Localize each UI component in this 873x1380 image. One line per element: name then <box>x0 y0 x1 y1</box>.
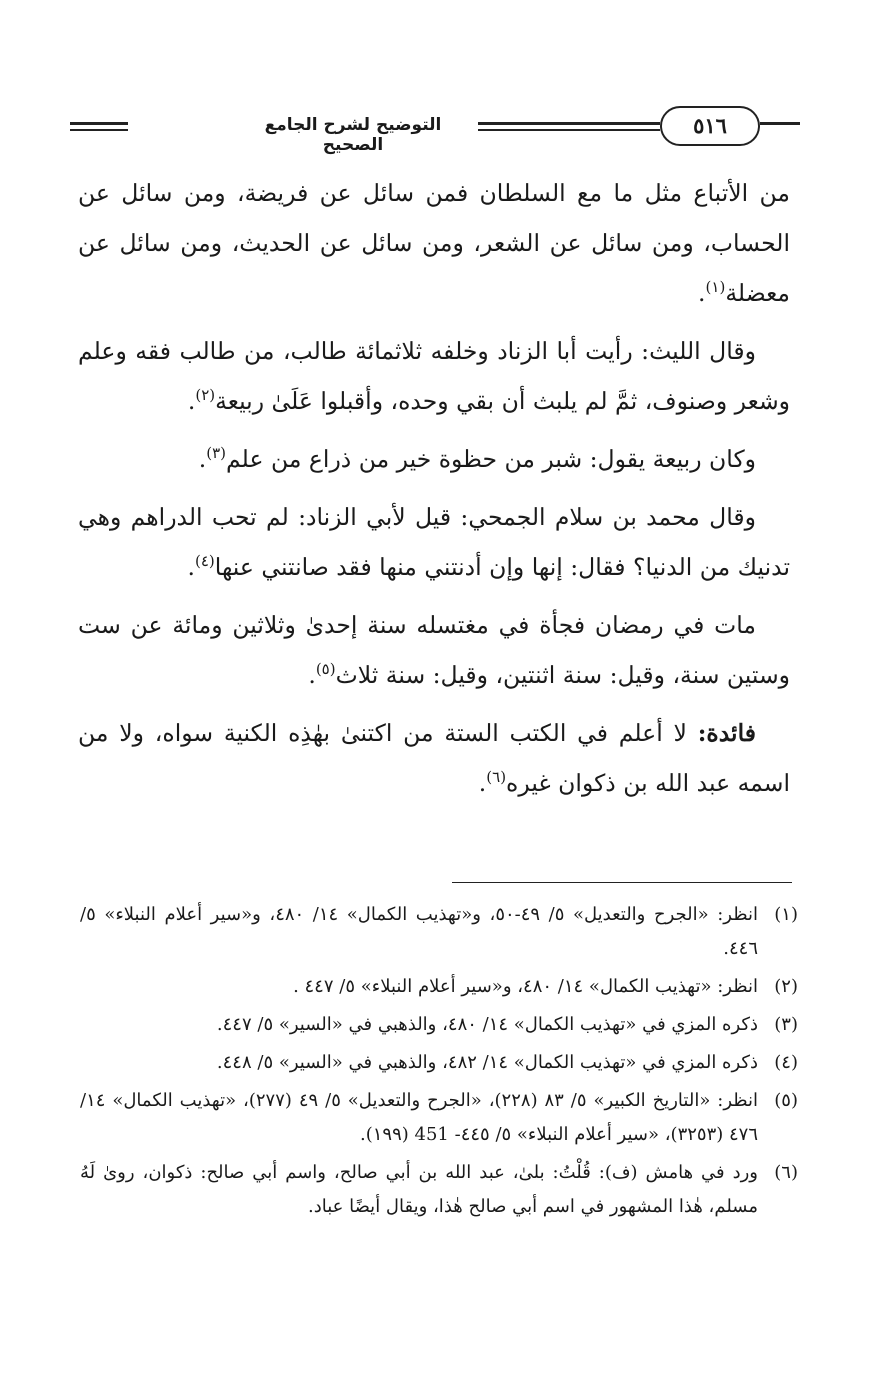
footnote-text: ذكره المزي في «تهذيب الكمال» ١٤/ ٤٨٢، والذهبي في «السير» ٥/ ٤٤٨. <box>216 1052 758 1073</box>
footnote-5 <box>80 1084 798 1152</box>
footnote-text: انظر: «التاريخ الكبير» ٥/ ٨٣ (٢٢٨)، «الجرح والتعديل» ٥/ ٤٩ (٢٧٧)، «تهذيب الكمال» ١٤/ ٤٧٦ (٣٢٥٣)، «سير أعلام النبلاء» ٥/ ٤٤٥- 451 (١٩٩). <box>80 1090 759 1145</box>
footnote-ref: (١) <box>705 278 726 297</box>
footnote-number: (٢) <box>774 976 798 997</box>
paragraph-1: من الأتباع مثل ما مع السلطان فمن سائل عن فريضة، ومن سائل عن الحساب، ومن سائل عن الشعر، ومن سائل عن الحديث، ومن سائل عن معضلة$^{(١)}$. <box>78 179 790 307</box>
footnote-text: ورد في هامش (ف): قُلْتُ: بلىٰ، عبد الله بن أبي صالح، واسم أبي صالح: ذكوان، روىٰ لَهُ مسلم، هٰذا المشهور في اسم أبي صالح هٰذا، ويقال أيضًا عباد. <box>80 1162 758 1217</box>
header-rule-left-thin <box>70 129 128 131</box>
footnote-number: (٣) <box>774 1014 798 1035</box>
page-header <box>70 100 800 156</box>
running-title: التوضيح لشرح الجامع الصحيح <box>264 115 442 155</box>
paragraph-5: مات في رمضان فجأة في مغتسله سنة إحدىٰ وثلاثين ومائة عن ست وستين سنة، وقيل: سنة اثنتين، وقيل: سنة ثلاث$^{(٥)}$. <box>78 611 790 689</box>
footnote-6 <box>80 1156 798 1224</box>
footnote-ref: (٢) <box>195 386 216 405</box>
footnote-ref: (٦) <box>486 768 507 787</box>
footnote-ref: (٥) <box>315 660 336 679</box>
footnote-number: (١) <box>774 904 798 925</box>
paragraph-text: مات في رمضان فجأة في مغتسله سنة إحدىٰ وثلاثين ومائة عن ست وستين سنة، وقيل: سنة اثنتين، وقيل: سنة ثلاث <box>78 611 790 689</box>
paragraph-text: وقال الليث: رأيت أبا الزناد وخلفه ثلاثمائة طالب، من طالب فقه وعلم وشعر وصنوف، ثمَّ لم يلبث أن بقي وحده، وأقبلوا عَلَىٰ ربيعة <box>78 337 790 415</box>
footnote-ref: (٤) <box>195 552 215 571</box>
header-rule-right <box>760 122 800 125</box>
footnote-number: (٥) <box>774 1090 798 1111</box>
footnote-1 <box>80 898 798 966</box>
page-number: ٥١٦ <box>660 106 760 146</box>
footnotes <box>80 898 798 1228</box>
body-text <box>78 168 790 816</box>
footnote-text: ذكره المزي في «تهذيب الكمال» ١٤/ ٤٨٠، والذهبي في «السير» ٥/ ٤٤٧. <box>216 1014 758 1035</box>
footnote-2 <box>80 970 798 1004</box>
footnote-text: انظر: «تهذيب الكمال» ١٤/ ٤٨٠، و«سير أعلام النبلاء» ٥/ ٤٤٧ . <box>293 976 758 997</box>
paragraph-4: وقال محمد بن سلام الجمحي: قيل لأبي الزناد: لم تحب الدراهم وهي تدنيك من الدنيا؟ فقال: إنها وإن أدنتني منها فقد صانتني عنها$^{(٤)}$. <box>78 503 790 581</box>
paragraph-text: وقال محمد بن سلام الجمحي: قيل لأبي الزناد: لم تحب الدراهم وهي تدنيك من الدنيا؟ فقال: إنها وإن أدنتني منها فقد صانتني عنها <box>78 503 790 581</box>
header-rule-middle-thin <box>478 129 660 131</box>
paragraph-text: من الأتباع مثل ما مع السلطان فمن سائل عن فريضة، ومن سائل عن الحساب، ومن سائل عن الشعر، ومن سائل عن الحديث، ومن سائل عن معضلة <box>78 179 790 307</box>
paragraph-text: لا أعلم في الكتب الستة من اكتنىٰ بهٰذِه الكنية سواه، ولا من اسمه عبد الله بن ذكوان غيره <box>78 719 790 797</box>
footnote-ref: (٣) <box>206 444 227 463</box>
footnote-separator <box>452 882 792 883</box>
paragraph-2: وقال الليث: رأيت أبا الزناد وخلفه ثلاثمائة طالب، من طالب فقه وعلم وشعر وصنوف، ثمَّ لم يلبث أن بقي وحده، وأقبلوا عَلَىٰ ربيعة$^{(٢)}$. <box>78 337 790 415</box>
paragraph-6: فائدة: لا أعلم في الكتب الستة من اكتنىٰ بهٰذِه الكنية سواه، ولا من اسمه عبد الله بن ذكوان غيره$^{(٦)}$. <box>78 719 790 797</box>
header-rule-middle <box>478 122 660 125</box>
paragraph-3: وكان ربيعة يقول: شبر من حظوة خير من ذراع من علم$^{(٣)}$. <box>198 444 756 473</box>
footnote-number: (٤) <box>774 1052 798 1073</box>
footnote-text: انظر: «الجرح والتعديل» ٥/ ٤٩-٥٠، و«تهذيب الكمال» ١٤/ ٤٨٠، و«سير أعلام النبلاء» ٥/ ٤٤٦. <box>80 904 758 959</box>
footnote-number: (٦) <box>774 1162 798 1183</box>
paragraph-text: وكان ربيعة يقول: شبر من حظوة خير من ذراع من علم <box>226 445 756 473</box>
header-rule-left <box>70 122 128 125</box>
benefit-label: فائدة: <box>697 719 756 747</box>
footnote-4 <box>80 1046 798 1080</box>
footnote-3 <box>80 1008 798 1042</box>
